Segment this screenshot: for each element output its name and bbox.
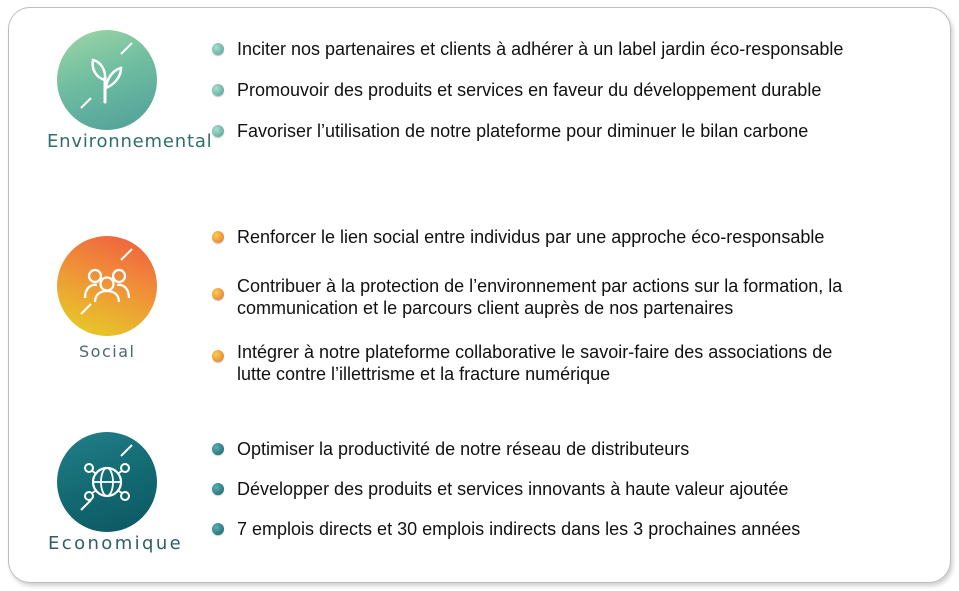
environnemental-emblem [57, 30, 157, 130]
bullet-text: Contribuer à la protection de l’environnement par actions sur la formation, la communication et le parcours client auprès de nos partenaires [237, 276, 843, 318]
category-label-economique: Economique [48, 533, 184, 554]
bullet-text: Intégrer à notre plateforme collaborative le savoir-faire des associations de lutte contre l’illettrisme et la fracture numérique [237, 342, 833, 384]
bullet-icon [212, 84, 224, 96]
bullet-text: 7 emplois directs et 30 emplois indirects dans les 3 prochaines années [237, 519, 801, 539]
bullet-icon [212, 231, 224, 243]
bullet-text: Développer des produits et services innovants à haute valeur ajoutée [237, 479, 789, 499]
social-emblem [57, 236, 157, 336]
bullet-text: Optimiser la productivité de notre réseau de distributeurs [237, 439, 690, 459]
network-globe-icon [57, 432, 157, 532]
bullet-text: Inciter nos partenaires et clients à adhérer à un label jardin éco-responsable [237, 39, 844, 59]
bullet-text: Favoriser l’utilisation de notre plateforme pour diminuer le bilan carbone [237, 121, 809, 141]
bullet-icon [212, 43, 224, 55]
leaf-sprout-icon [57, 30, 157, 130]
bullet-icon [212, 483, 224, 495]
bullet-icon [212, 350, 224, 362]
economique-emblem [57, 432, 157, 532]
bullet-icon [212, 125, 224, 137]
bullet-icon [212, 288, 224, 300]
category-label-environnemental: Environnemental [47, 131, 213, 152]
category-label-social: Social [79, 342, 136, 361]
bullet-text: Renforcer le lien social entre individus par une approche éco-responsable [237, 227, 825, 247]
bullet-icon [212, 523, 224, 535]
bullet-text: Promouvoir des produits et services en faveur du développement durable [237, 80, 822, 100]
bullet-icon [212, 443, 224, 455]
people-group-icon [57, 236, 157, 336]
